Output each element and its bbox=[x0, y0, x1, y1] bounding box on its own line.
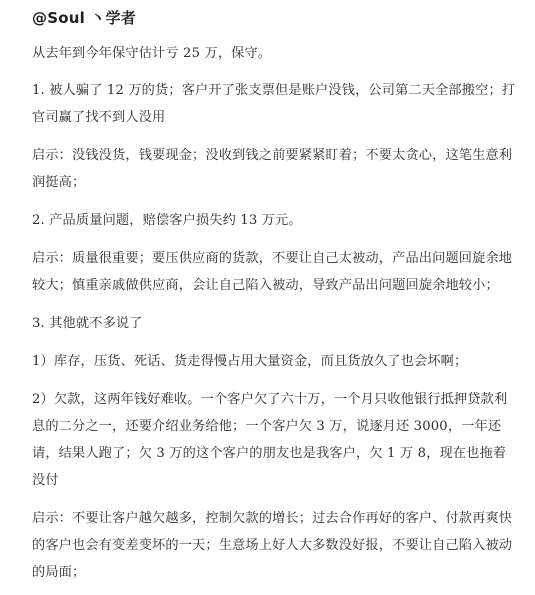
lesson-2-paragraph: 启示：质量很重要；要压供应商的货款，不要让自己太被动，产品出问题回旋余地较大；慎重亲戚做供应商，会让自己陷入被动，导致产品出问题回旋余地较小； bbox=[32, 251, 513, 293]
point-1-paragraph: 1. 被人骗了 12 万的货；客户开了张支票但是账户没钱，公司第二天全部搬空；打官司赢了找不到人没用 bbox=[32, 83, 516, 125]
author-handle: @Soul 丶学者 bbox=[32, 9, 136, 27]
lesson-3-paragraph: 启示：不要让客户越欠越多，控制欠款的增长；过去合作再好的客户、付款再爽快的客户也会有变差变坏的一天；生意场上好人大多数没好报，不要让自己陷入被动的局面； bbox=[32, 511, 513, 580]
point-3-item-1-paragraph: 1）库存，压货、死话、货走得慢占用大量资金，而且货放久了也会坏啊； bbox=[32, 354, 468, 369]
point-2-paragraph: 2. 产品质量问题，赔偿客户损失约 13 万元。 bbox=[32, 213, 302, 228]
point-3-item-2-paragraph: 2）欠款，这两年钱好难收。一个客户欠了六十万，一个月只收他银行抵押贷款利息的二分之一，还要介绍业务给他；一个客户欠 3 万，说逐月还 3000，一年还请，结果人跑了；欠 3 万的这个客户的朋友也是我客户，欠 1 万 8，现在也拖着没付 bbox=[32, 392, 508, 488]
intro-paragraph: 从去年到今年保守估计亏 25 万，保守。 bbox=[32, 46, 272, 61]
point-3-paragraph: 3. 其他就不多说了 bbox=[32, 316, 143, 331]
lesson-1-paragraph: 启示：没钱没货，钱要现金；没收到钱之前要紧紧盯着；不要太贪心，这笔生意利润挺高； bbox=[32, 148, 513, 190]
